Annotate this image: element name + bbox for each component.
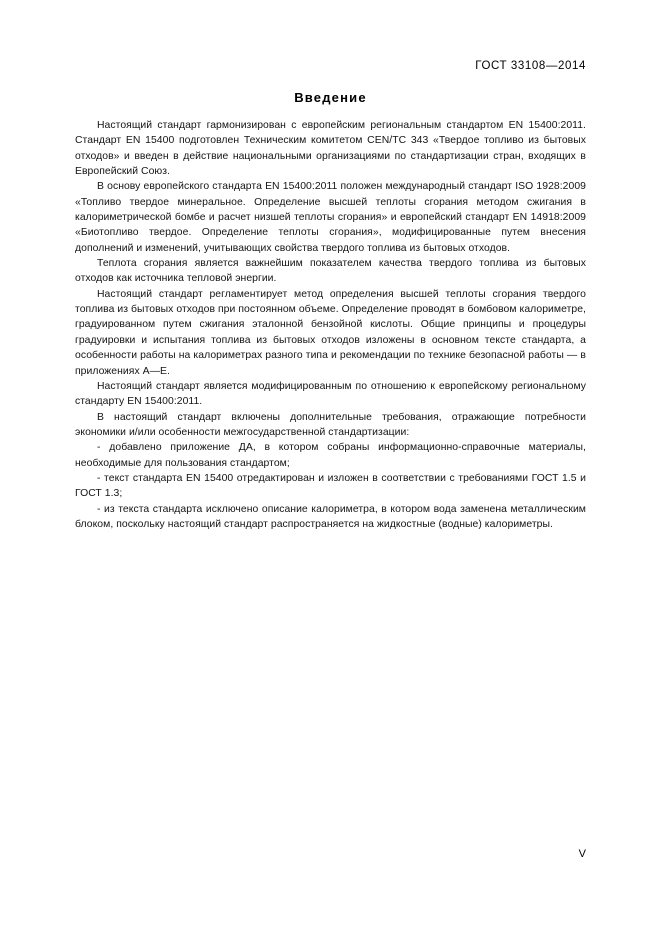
page-number: V	[578, 848, 586, 860]
paragraph: Теплота сгорания является важнейшим показателем качества твердого топлива из бытовых отходов как источника тепловой энергии.	[75, 258, 586, 285]
paragraph: В настоящий стандарт включены дополнительные требования, отражающие потребности экономики и/или особенности межгосударственной стандартизации:	[75, 411, 586, 438]
page-title: Введение	[294, 90, 367, 105]
paragraph-list-item: - из текста стандарта исключено описание калориметра, в котором вода заменена металлическим блоком, поскольку настоящий стандарт распространяется на жидкостные (водные) калориметры.	[75, 503, 586, 530]
paragraph-list-item: - текст стандарта EN 15400 отредактирован и изложен в соответствии с требованиями ГОСТ 1.5 и ГОСТ 1.3;	[75, 472, 586, 500]
paragraph: Настоящий стандарт является модифицированным по отношению к европейскому региональному стандарту EN 15400:2011.	[75, 380, 586, 408]
paragraph-list-item: - добавлено приложение ДА, в котором собраны информационно-справочные материалы, необходимые для пользования стандартом;	[75, 442, 586, 469]
body-text	[75, 118, 586, 532]
paragraph: В основу европейского стандарта EN 15400:2011 положен международный стандарт ISO 1928:2009 «Топливо твердое минеральное. Определение высшей теплоты сгорания методом сжигания в калориметрической бомбе и расчет низшей теплоты сгорания» и европейский стандарт EN 14918:2009 «Биотопливо твердое. Определение теплоты сгорания», модифицированные путем внесения дополнений и изменений, учитывающих свойства твердого топлива из бытовых отходов.	[75, 181, 586, 254]
paragraph: Настоящий стандарт гармонизирован с европейским региональным стандартом EN 15400:2011. Стандарт EN 15400 подготовлен Техническим комитетом CEN/TC 343 «Твердое топливо из бытовых отходов» и введен в действие национальными организациями по стандартизации стран, входящих в Европейский Союз.	[75, 120, 586, 178]
standard-reference-header: ГОСТ 33108—2014	[475, 60, 586, 72]
paragraph: Настоящий стандарт регламентирует метод определения высшей теплоты сгорания твердого топлива из бытовых отходов при постоянном объеме. Определение проводят в бомбовом калориметре, градуированном путем сжигания эталонной бензойной кислоты. Общие принципы и процедуры градуировки и испытания топлива из бытовых отходов изложены в основном тексте стандарта, а особенности работы на калориметрах разного типа и рекомендации по технике безопасной работы — в приложениях А—Е.	[75, 288, 586, 377]
